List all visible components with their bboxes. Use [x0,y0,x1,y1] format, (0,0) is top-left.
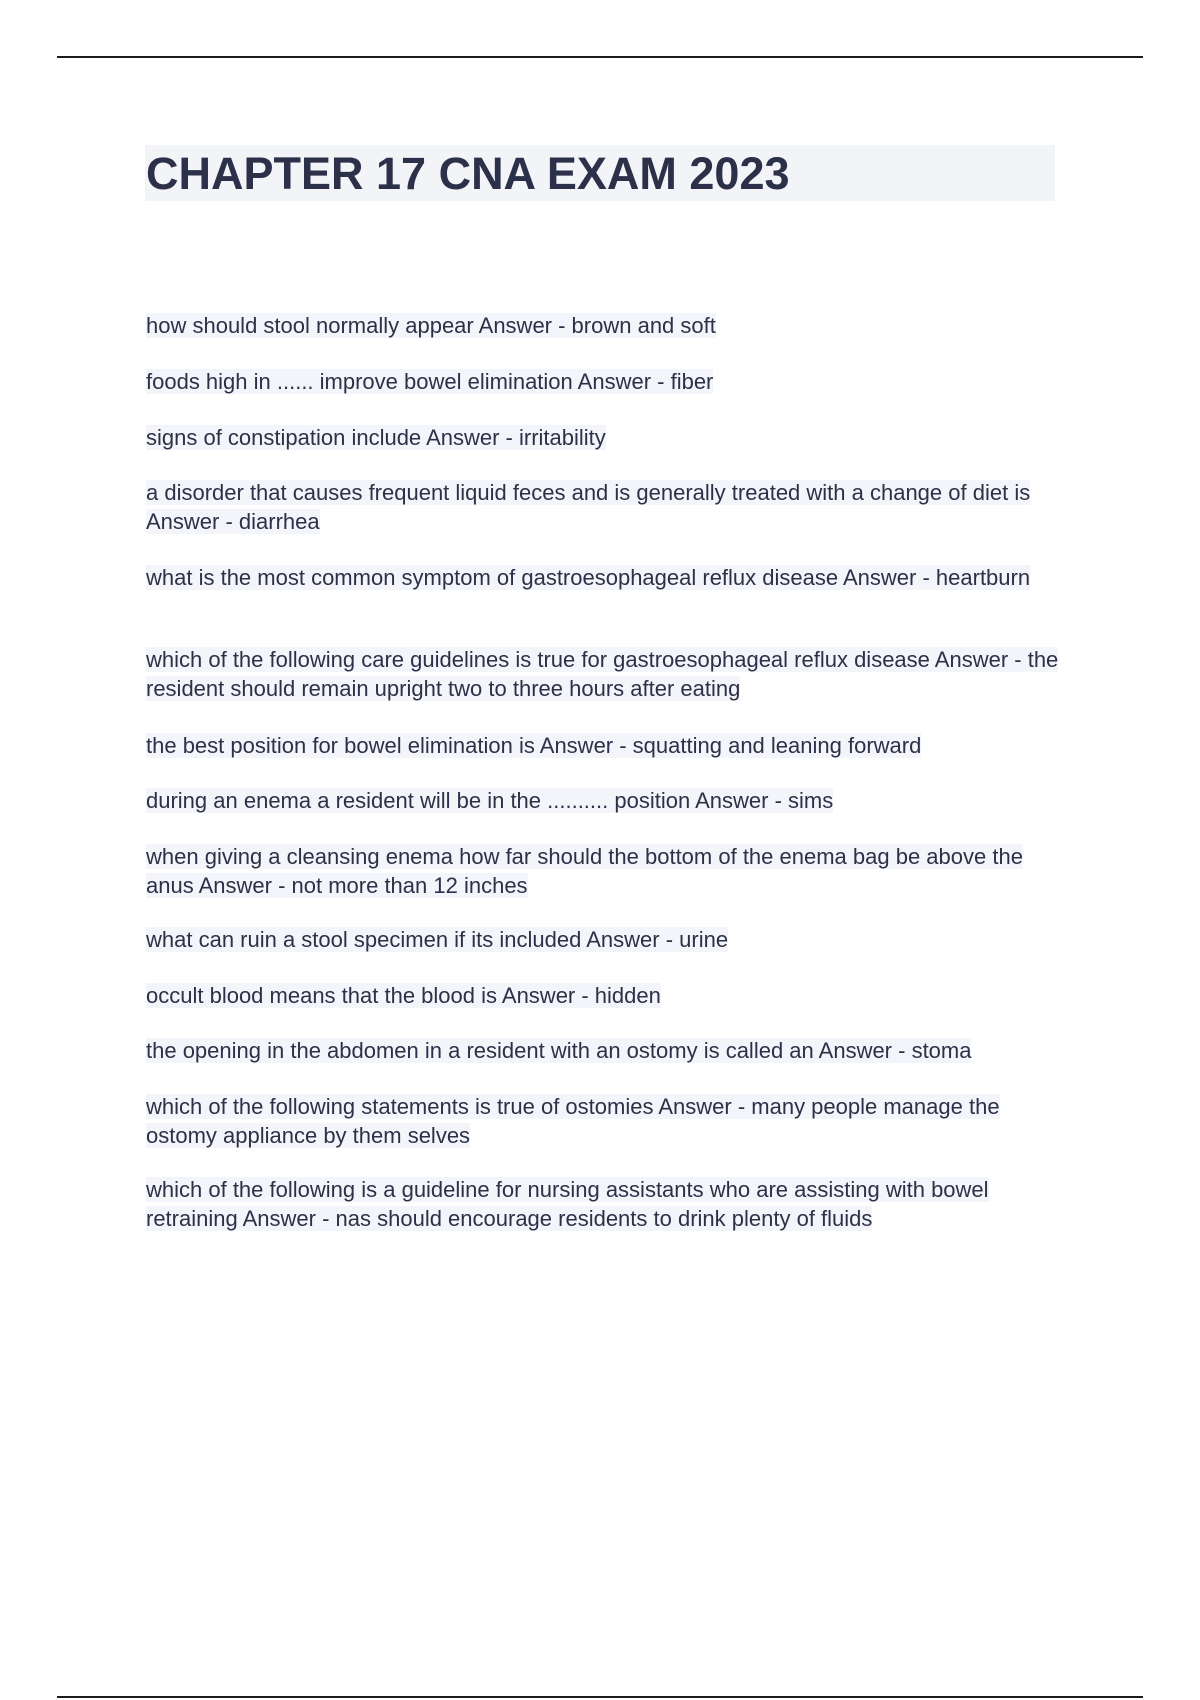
qa-item-7 [146,731,1066,760]
qa-item-1 [146,311,1066,340]
qa-text: a disorder that causes frequent liquid feces and is generally treated with a change of diet is Answer - diarrhea [146,480,1031,534]
qa-text: the best position for bowel elimination is Answer - squatting and leaning forward [146,733,922,758]
qa-text: during an enema a resident will be in the .......... position Answer - sims [146,788,834,813]
qa-item-10 [146,925,1066,954]
qa-item-11 [146,981,1066,1010]
qa-item-6 [146,645,1066,703]
qa-text: which of the following is a guideline for nursing assistants who are assisting with bowel retraining Answer - nas should encourage residents to drink plenty of fluids [146,1177,989,1231]
qa-item-8 [146,786,1066,815]
qa-text: what can ruin a stool specimen if its included Answer - urine [146,927,729,952]
qa-text: occult blood means that the blood is Answer - hidden [146,983,661,1008]
qa-item-13 [146,1092,1066,1150]
qa-text: how should stool normally appear Answer - brown and soft [146,313,716,338]
qa-item-4 [146,478,1066,536]
qa-item-14 [146,1175,1066,1233]
qa-text: signs of constipation include Answer - irritability [146,425,606,450]
qa-text: foods high in ...... improve bowel elimination Answer - fiber [146,369,714,394]
top-rule [57,56,1143,58]
qa-item-3 [146,423,1066,452]
bottom-rule [57,1696,1143,1698]
qa-text: when giving a cleansing enema how far should the bottom of the enema bag be above the anus Answer - not more than 12 inches [146,844,1023,898]
qa-text: which of the following care guidelines is true for gastroesophageal reflux disease Answer - the resident should remain upright two to three hours after eating [146,647,1059,701]
qa-text: what is the most common symptom of gastroesophageal reflux disease Answer - heartburn [146,565,1031,590]
qa-text: the opening in the abdomen in a resident with an ostomy is called an Answer - stoma [146,1038,972,1063]
qa-item-2 [146,367,1066,396]
qa-item-5 [146,563,1066,592]
page-title: CHAPTER 17 CNA EXAM 2023 [146,148,790,199]
qa-item-12 [146,1036,1066,1065]
qa-text: which of the following statements is true of ostomies Answer - many people manage the ostomy appliance by them selves [146,1094,1000,1148]
qa-item-9 [146,842,1066,900]
